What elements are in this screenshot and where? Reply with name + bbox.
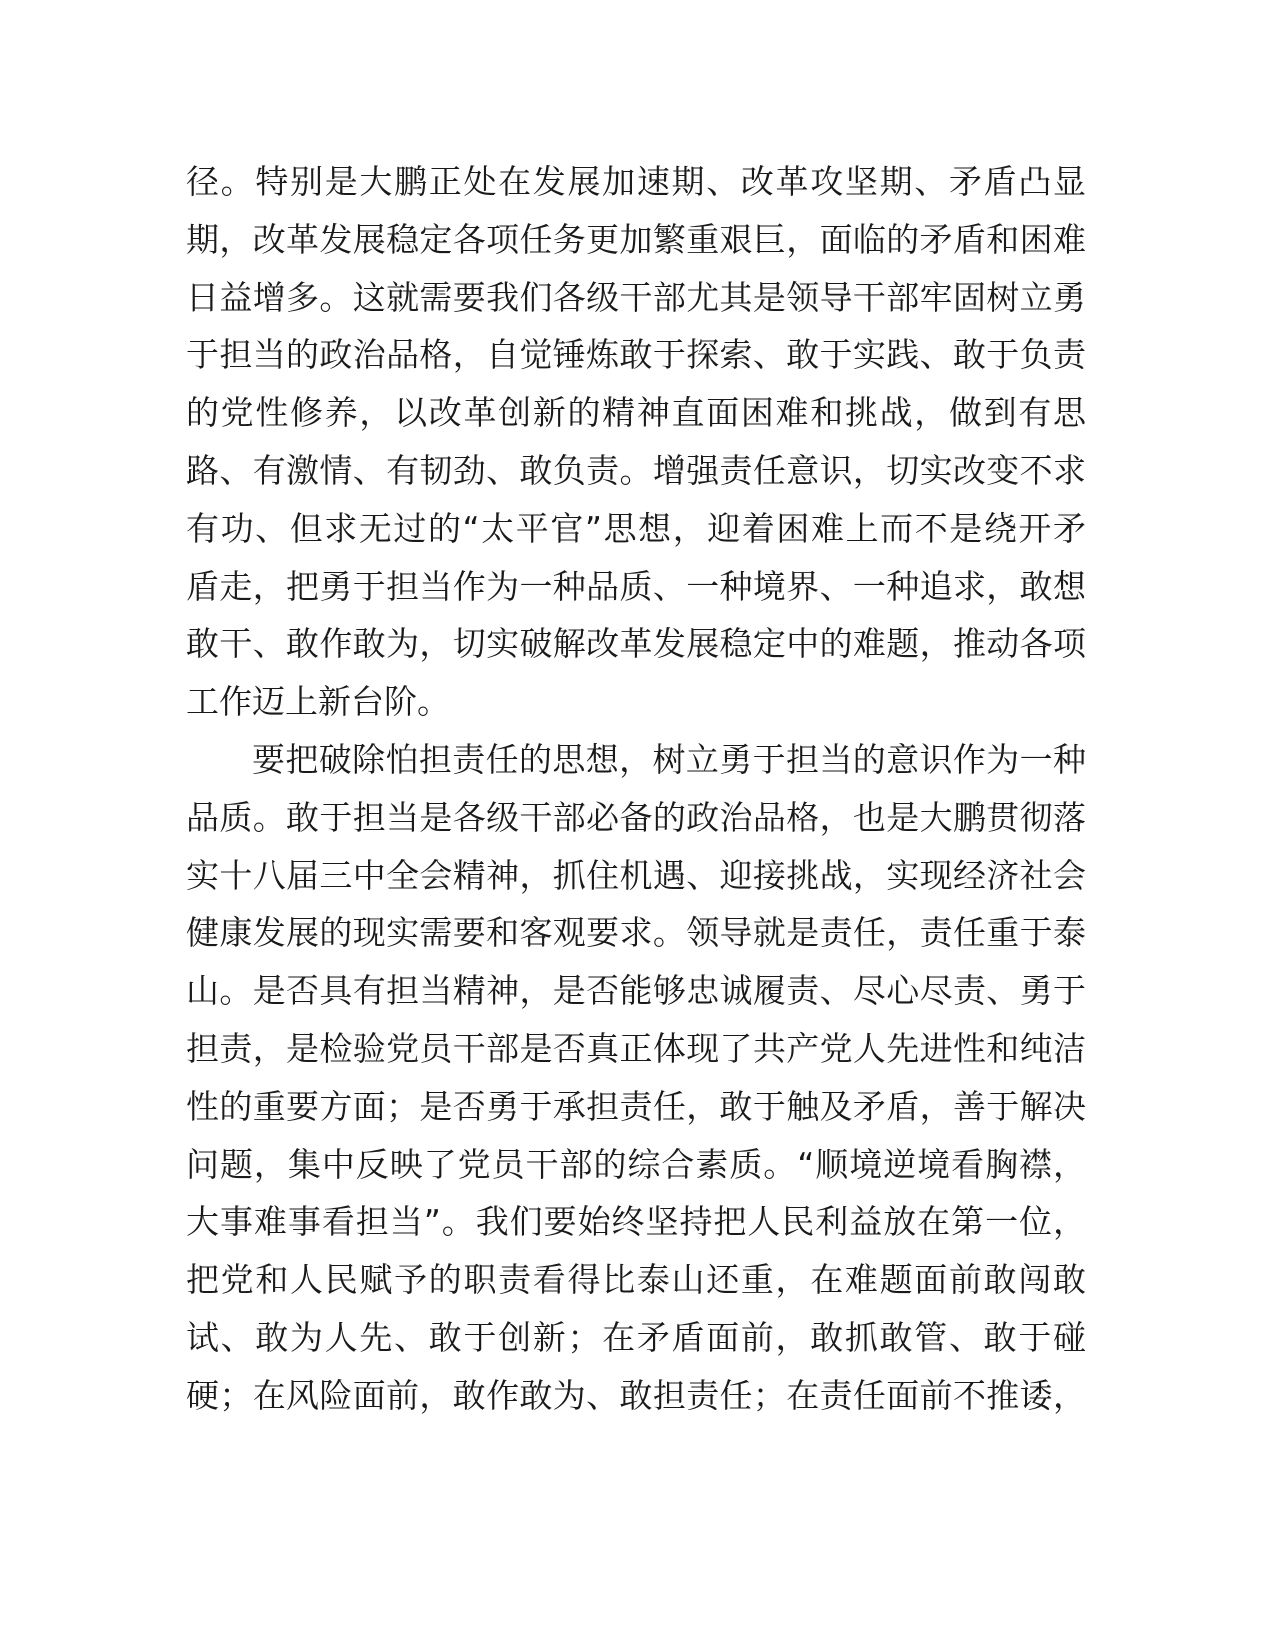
paragraph-2 bbox=[186, 731, 1086, 1425]
text-line: 把党和人民赋予的职责看得比泰山还重，在难题面前敢闯敢 bbox=[186, 1260, 1086, 1300]
text-line: 健康发展的现实需要和客观要求。领导就是责任，责任重于泰 bbox=[186, 913, 1086, 953]
text-line: 实十八届三中全会精神，抓住机遇、迎接挑战，实现经济社会 bbox=[186, 855, 1086, 895]
text-line: 工作迈上新台阶。 bbox=[186, 682, 450, 722]
document-body bbox=[186, 153, 1086, 1425]
text-line: 路、有激情、有韧劲、敢负责。增强责任意识，切实改变不求 bbox=[186, 450, 1086, 490]
text-line: 试、敢为人先、敢于创新；在矛盾面前，敢抓敢管、敢于碰 bbox=[186, 1317, 1086, 1357]
text-line: 大事难事看担当”。我们要始终坚持把人民利益放在第一位， bbox=[186, 1202, 1086, 1242]
text-line: 问题，集中反映了党员干部的综合素质。“顺境逆境看胸襟， bbox=[186, 1144, 1086, 1184]
text-line: 日益增多。这就需要我们各级干部尤其是领导干部牢固树立勇 bbox=[186, 277, 1086, 317]
paragraph-1 bbox=[186, 153, 1086, 731]
text-line: 性的重要方面；是否勇于承担责任，敢于触及矛盾，善于解决 bbox=[186, 1086, 1086, 1126]
text-line: 有功、但求无过的“太平官”思想，迎着困难上而不是绕开矛 bbox=[186, 508, 1086, 548]
text-line: 品质。敢于担当是各级干部必备的政治品格，也是大鹏贯彻落 bbox=[186, 797, 1086, 837]
text-line: 于担当的政治品格，自觉锤炼敢于探索、敢于实践、敢于负责 bbox=[186, 335, 1086, 375]
text-line: 期，改革发展稳定各项任务更加繁重艰巨，面临的矛盾和困难 bbox=[186, 219, 1086, 259]
text-line: 硬；在风险面前，敢作敢为、敢担责任；在责任面前不推诿， bbox=[186, 1375, 1086, 1415]
text-line: 敢干、敢作敢为，切实破解改革发展稳定中的难题，推动各项 bbox=[186, 624, 1086, 664]
text-line: 的党性修养，以改革创新的精神直面困难和挑战，做到有思 bbox=[186, 393, 1086, 433]
text-line: 山。是否具有担当精神，是否能够忠诚履责、尽心尽责、勇于 bbox=[186, 971, 1086, 1011]
text-line: 径。特别是大鹏正处在发展加速期、改革攻坚期、矛盾凸显 bbox=[186, 162, 1086, 201]
text-line: 盾走，把勇于担当作为一种品质、一种境界、一种追求，敢想 bbox=[186, 566, 1086, 606]
text-line: 担责，是检验党员干部是否真正体现了共产党人先进性和纯洁 bbox=[186, 1028, 1086, 1068]
text-line: 要把破除怕担责任的思想，树立勇于担当的意识作为一种 bbox=[252, 739, 1086, 779]
